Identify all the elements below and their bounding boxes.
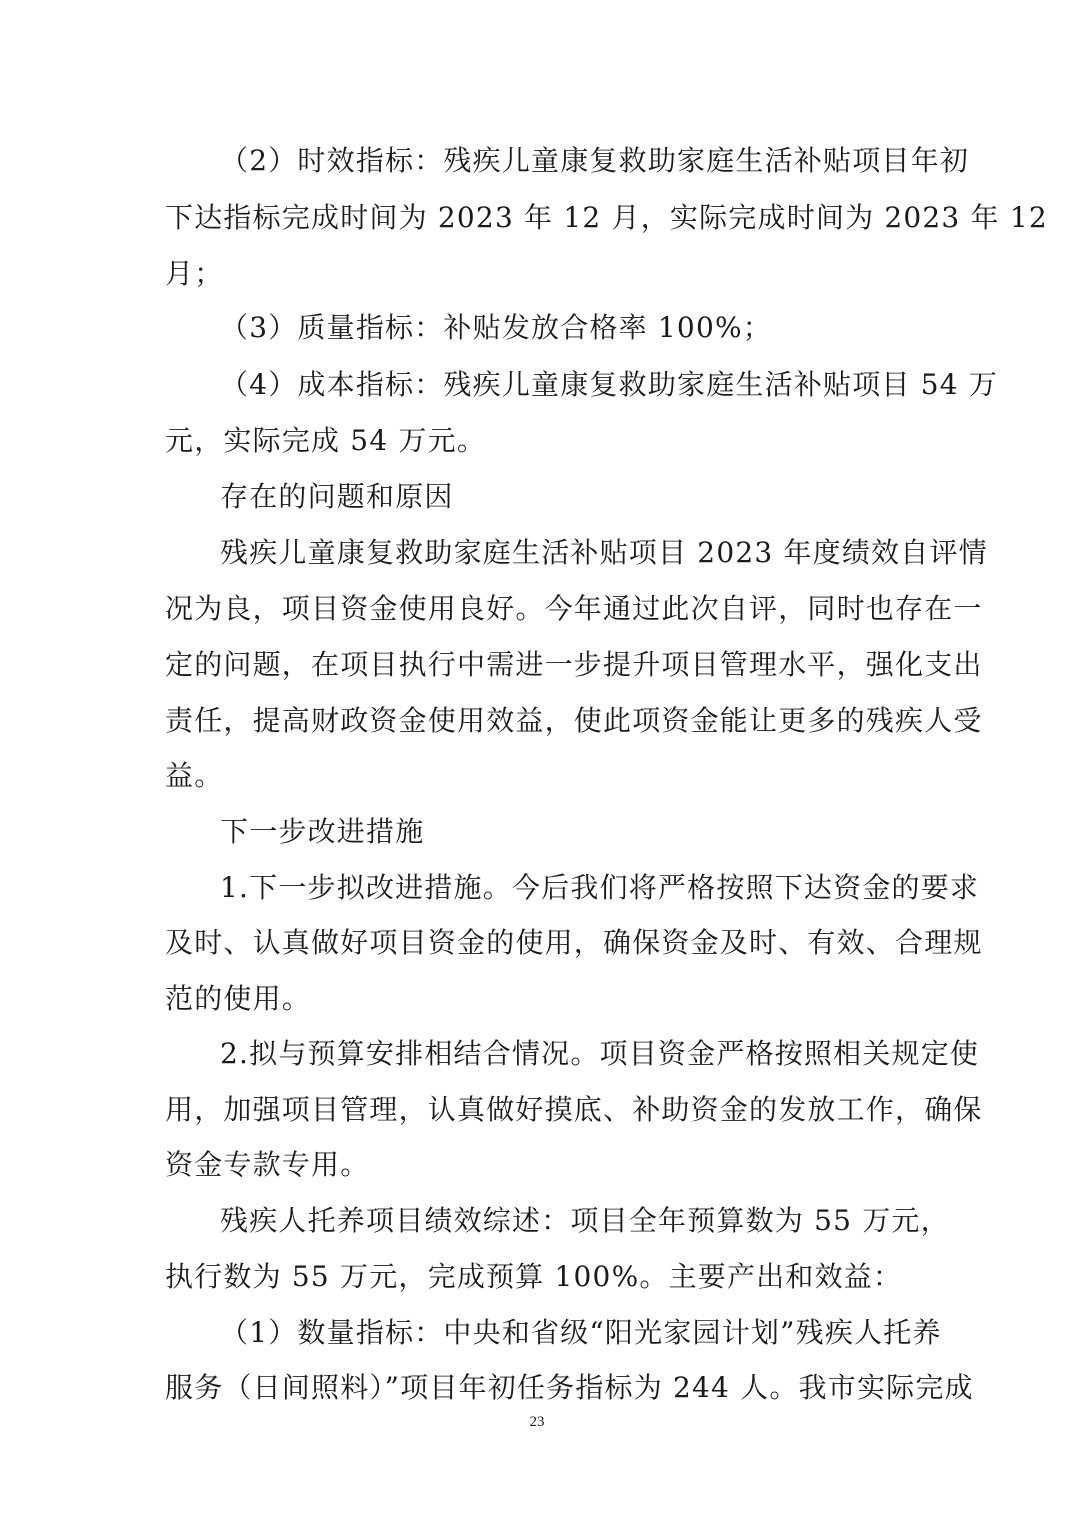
- text-line: （1）数量指标：中央和省级“阳光家园计划”残疾人托养: [220, 1316, 942, 1349]
- text-line: 2.拟与预算安排相结合情况。项目资金严格按照相关规定使: [220, 1037, 980, 1070]
- text-line: 用，加强项目管理，认真做好摸底、补助资金的发放工作，确保: [165, 1093, 983, 1126]
- text-line: 元，实际完成 54 万元。: [165, 424, 487, 457]
- text-line: 益。: [165, 759, 224, 792]
- text-line: 残疾儿童康复救助家庭生活补贴项目 2023 年度绩效自评情: [220, 536, 988, 569]
- text-line: 服务（日间照料）”项目年初任务指标为 244 人。我市实际完成: [165, 1371, 974, 1404]
- text-line: 资金专款专用。: [165, 1148, 370, 1181]
- page-number: 23: [529, 1414, 545, 1430]
- text-line: 月；: [165, 257, 224, 290]
- section-heading: 存在的问题和原因: [220, 480, 454, 513]
- text-line: （3）质量指标：补贴发放合格率 100%；: [220, 311, 772, 344]
- text-line: 下达指标完成时间为 2023 年 12 月，实际完成时间为 2023 年 12: [165, 201, 1048, 234]
- summary-heading: 残疾人托养项目绩效综述：: [220, 1204, 571, 1237]
- text-line: 况为良，项目资金使用良好。今年通过此次自评，同时也存在一: [165, 592, 983, 625]
- text-line: 范的使用。: [165, 982, 312, 1015]
- text-line: 定的问题，在项目执行中需进一步提升项目管理水平，强化支出: [165, 648, 983, 681]
- section-heading: 下一步改进措施: [220, 815, 425, 848]
- text-line: 执行数为 55 万元，完成预算 100%。主要产出和效益：: [165, 1260, 903, 1293]
- text-line: 及时、认真做好项目资金的使用，确保资金及时、有效、合理规: [165, 926, 983, 959]
- text-line: （4）成本指标：残疾儿童康复救助家庭生活补贴项目 54 万: [220, 368, 999, 401]
- text-line: 责任，提高财政资金使用效益，使此项资金能让更多的残疾人受: [165, 704, 983, 737]
- summary-line: [220, 1201, 950, 1241]
- text-line: 1.下一步拟改进措施。今后我们将严格按照下达资金的要求: [220, 871, 980, 904]
- summary-text: 项目全年预算数为 55 万元，: [570, 1204, 950, 1237]
- text-line: （2）时效指标：残疾儿童康复救助家庭生活补贴项目年初: [220, 144, 970, 177]
